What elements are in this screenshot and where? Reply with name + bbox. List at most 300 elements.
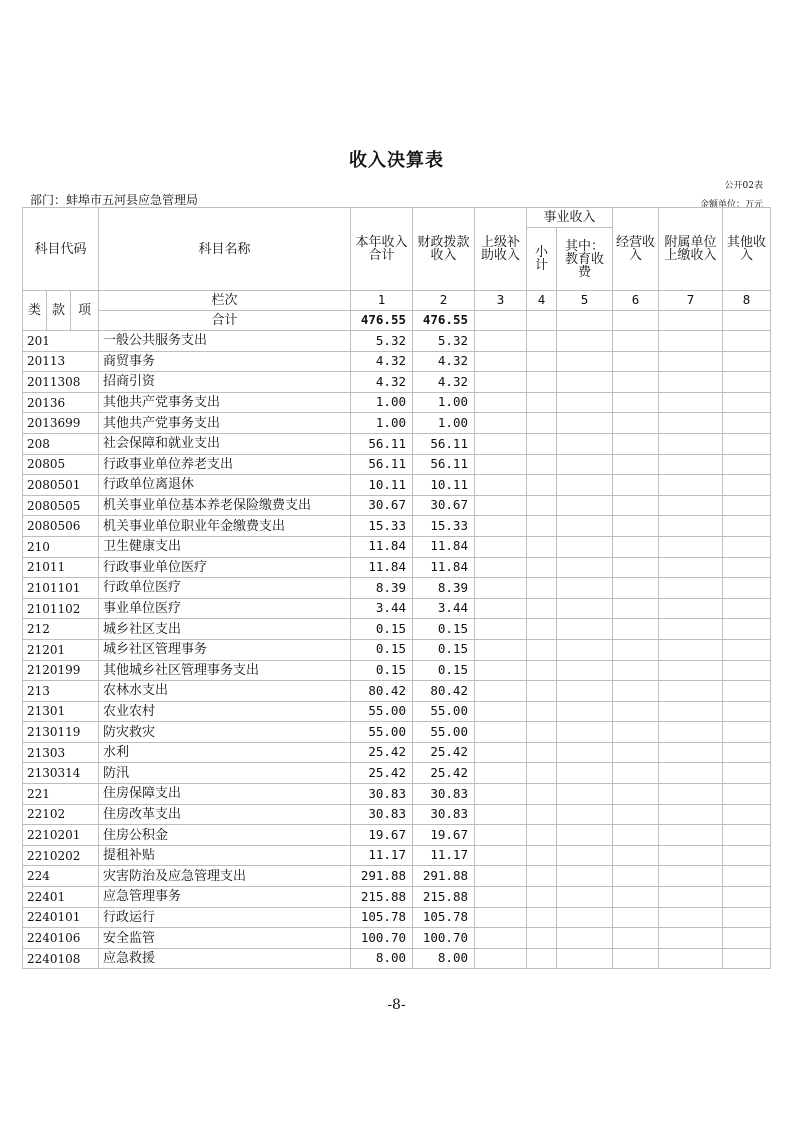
column-number: 8 [723, 291, 771, 311]
empty-cell [557, 742, 613, 763]
empty-cell [659, 516, 723, 537]
subject-name: 行政单位离退休 [99, 475, 351, 496]
empty-cell [659, 454, 723, 475]
empty-cell [723, 351, 771, 372]
header-name: 科目名称 [99, 208, 351, 291]
empty-cell [475, 928, 527, 949]
fiscal-income-value: 55.00 [413, 722, 475, 743]
empty-cell [557, 331, 613, 352]
subject-name: 城乡社区管理事务 [99, 639, 351, 660]
header-xiang: 项 [71, 291, 99, 331]
subject-code: 221 [23, 784, 99, 805]
subject-code: 2101102 [23, 598, 99, 619]
empty-cell [557, 701, 613, 722]
table-row [23, 536, 771, 557]
empty-cell [475, 948, 527, 969]
empty-cell [723, 433, 771, 454]
empty-cell [723, 475, 771, 496]
empty-cell [723, 845, 771, 866]
income-total-value: 291.88 [351, 866, 413, 887]
subject-name: 农业农村 [99, 701, 351, 722]
empty-cell [613, 825, 659, 846]
subject-code: 2120199 [23, 660, 99, 681]
empty-cell [527, 907, 557, 928]
page-title: 收入决算表 [349, 150, 444, 171]
subject-code: 21201 [23, 639, 99, 660]
subject-code: 20805 [23, 454, 99, 475]
empty-cell [475, 887, 527, 908]
empty-cell [723, 907, 771, 928]
empty-cell [613, 722, 659, 743]
subject-code: 2080506 [23, 516, 99, 537]
table-row [23, 681, 771, 702]
empty-cell [475, 804, 527, 825]
subject-name: 招商引资 [99, 372, 351, 393]
income-total-value: 55.00 [351, 722, 413, 743]
empty-cell [475, 639, 527, 660]
empty-cell [723, 804, 771, 825]
empty-cell [659, 928, 723, 949]
total-label: 合计 [99, 311, 351, 331]
subject-code: 21301 [23, 701, 99, 722]
empty-cell [557, 845, 613, 866]
empty-cell [557, 887, 613, 908]
table-row [23, 763, 771, 784]
empty-cell [613, 495, 659, 516]
empty-cell [527, 475, 557, 496]
table-row [23, 660, 771, 681]
empty-cell [723, 372, 771, 393]
table-row [23, 742, 771, 763]
empty-cell [659, 804, 723, 825]
subject-name: 事业单位医疗 [99, 598, 351, 619]
subject-name: 行政事业单位医疗 [99, 557, 351, 578]
subject-code: 210 [23, 536, 99, 557]
empty-cell [613, 681, 659, 702]
table-row [23, 784, 771, 805]
column-number: 2 [413, 291, 475, 311]
income-total-value: 5.32 [351, 331, 413, 352]
subject-name: 提租补贴 [99, 845, 351, 866]
income-total-value: 11.84 [351, 557, 413, 578]
subject-code: 208 [23, 433, 99, 454]
empty-cell [659, 681, 723, 702]
income-total-value: 25.42 [351, 742, 413, 763]
subject-name: 行政事业单位养老支出 [99, 454, 351, 475]
empty-cell [527, 372, 557, 393]
empty-cell [613, 948, 659, 969]
empty-cell [527, 495, 557, 516]
empty-cell [475, 701, 527, 722]
empty-cell [557, 948, 613, 969]
table-row [23, 887, 771, 908]
subject-code: 2210202 [23, 845, 99, 866]
page-number: -8- [387, 997, 406, 1013]
empty-cell [557, 351, 613, 372]
fiscal-income-value: 3.44 [413, 598, 475, 619]
empty-cell [613, 742, 659, 763]
subject-name: 其他共产党事务支出 [99, 392, 351, 413]
subject-code: 2130119 [23, 722, 99, 743]
empty-cell [659, 495, 723, 516]
empty-cell [723, 948, 771, 969]
subject-name: 其他城乡社区管理事务支出 [99, 660, 351, 681]
empty-cell [613, 804, 659, 825]
column-number: 3 [475, 291, 527, 311]
subject-code: 22102 [23, 804, 99, 825]
empty-cell [613, 433, 659, 454]
total-fiscal-value: 476.55 [413, 311, 475, 331]
subject-code: 21011 [23, 557, 99, 578]
income-total-value: 80.42 [351, 681, 413, 702]
table-row [23, 845, 771, 866]
empty-cell [527, 681, 557, 702]
table-row [23, 433, 771, 454]
subject-name: 社会保障和就业支出 [99, 433, 351, 454]
subject-name: 城乡社区支出 [99, 619, 351, 640]
subject-code: 212 [23, 619, 99, 640]
header-affiliated: 附属单位上缴收入 [659, 208, 723, 291]
empty-cell [527, 722, 557, 743]
income-total-value: 25.42 [351, 763, 413, 784]
subject-code: 2080501 [23, 475, 99, 496]
empty-cell [557, 804, 613, 825]
empty-cell [723, 454, 771, 475]
empty-cell [475, 742, 527, 763]
income-total-value: 4.32 [351, 351, 413, 372]
empty-cell [613, 907, 659, 928]
empty-cell [527, 598, 557, 619]
income-total-value: 10.11 [351, 475, 413, 496]
subject-name: 应急救援 [99, 948, 351, 969]
income-total-value: 11.84 [351, 536, 413, 557]
table-row [23, 392, 771, 413]
fiscal-income-value: 56.11 [413, 454, 475, 475]
table-row [23, 804, 771, 825]
fiscal-income-value: 25.42 [413, 763, 475, 784]
empty-cell [557, 372, 613, 393]
income-total-value: 100.70 [351, 928, 413, 949]
subject-name: 商贸事务 [99, 351, 351, 372]
empty-cell [557, 763, 613, 784]
fiscal-income-value: 30.83 [413, 784, 475, 805]
subject-name: 卫生健康支出 [99, 536, 351, 557]
empty-cell [475, 372, 527, 393]
empty-cell [659, 598, 723, 619]
empty-cell [723, 516, 771, 537]
empty-cell [613, 557, 659, 578]
empty-cell [613, 784, 659, 805]
subject-name: 农林水支出 [99, 681, 351, 702]
empty-cell [613, 331, 659, 352]
header-kuan: 款 [47, 291, 71, 331]
empty-cell [723, 578, 771, 599]
income-total-value: 30.83 [351, 784, 413, 805]
table-row [23, 331, 771, 352]
table-body [23, 331, 771, 969]
empty-cell [613, 763, 659, 784]
empty-cell [613, 701, 659, 722]
empty-cell [659, 948, 723, 969]
empty-cell [557, 557, 613, 578]
fiscal-income-value: 10.11 [413, 475, 475, 496]
table-row [23, 639, 771, 660]
subject-name: 住房改革支出 [99, 804, 351, 825]
empty-cell [723, 557, 771, 578]
empty-cell [527, 536, 557, 557]
empty-cell [723, 928, 771, 949]
empty-cell [557, 536, 613, 557]
empty-cell [659, 413, 723, 434]
empty-cell [659, 742, 723, 763]
fiscal-income-value: 1.00 [413, 392, 475, 413]
empty-cell [723, 701, 771, 722]
income-total-value: 15.33 [351, 516, 413, 537]
empty-cell [723, 866, 771, 887]
empty-cell [659, 660, 723, 681]
fiscal-income-value: 8.00 [413, 948, 475, 969]
subject-name: 住房保障支出 [99, 784, 351, 805]
empty-cell [723, 495, 771, 516]
empty-cell [475, 722, 527, 743]
empty-cell [613, 351, 659, 372]
empty-cell [723, 784, 771, 805]
empty-cell [659, 392, 723, 413]
income-total-value: 8.00 [351, 948, 413, 969]
fiscal-income-value: 5.32 [413, 331, 475, 352]
empty-cell [557, 681, 613, 702]
column-number: 4 [527, 291, 557, 311]
empty-cell [659, 331, 723, 352]
income-total-value: 215.88 [351, 887, 413, 908]
empty-cell [475, 351, 527, 372]
empty-cell [723, 722, 771, 743]
empty-cell [557, 413, 613, 434]
empty-cell [659, 825, 723, 846]
fiscal-income-value: 8.39 [413, 578, 475, 599]
header-operating: 经营收入 [613, 208, 659, 291]
subject-code: 20136 [23, 392, 99, 413]
total-income-value: 476.55 [351, 311, 413, 331]
empty-cell [723, 392, 771, 413]
empty-cell [659, 907, 723, 928]
empty-cell [659, 372, 723, 393]
empty-cell [613, 413, 659, 434]
subject-code: 213 [23, 681, 99, 702]
empty-cell [527, 331, 557, 352]
header-business: 事业收入 [527, 208, 613, 228]
empty-cell [527, 887, 557, 908]
fiscal-income-value: 56.11 [413, 433, 475, 454]
empty-cell [557, 516, 613, 537]
subject-code: 2011308 [23, 372, 99, 393]
income-total-value: 105.78 [351, 907, 413, 928]
subject-code: 2240101 [23, 907, 99, 928]
column-number: 1 [351, 291, 413, 311]
table-row [23, 598, 771, 619]
empty-cell [527, 948, 557, 969]
empty-cell [659, 701, 723, 722]
subject-name: 行政运行 [99, 907, 351, 928]
empty-cell [613, 516, 659, 537]
fiscal-income-value: 0.15 [413, 639, 475, 660]
column-number: 5 [557, 291, 613, 311]
table-row [23, 351, 771, 372]
empty-cell [475, 557, 527, 578]
empty-cell [659, 578, 723, 599]
empty-cell [557, 619, 613, 640]
subject-name: 住房公积金 [99, 825, 351, 846]
empty-cell [557, 578, 613, 599]
fiscal-income-value: 19.67 [413, 825, 475, 846]
subject-name: 机关事业单位基本养老保险缴费支出 [99, 495, 351, 516]
empty-cell [659, 351, 723, 372]
empty-cell [613, 475, 659, 496]
empty-cell [613, 392, 659, 413]
empty-cell [527, 392, 557, 413]
income-total-value: 56.11 [351, 433, 413, 454]
header-code: 科目代码 [23, 208, 99, 291]
empty-cell [475, 907, 527, 928]
empty-cell [475, 845, 527, 866]
empty-cell [659, 475, 723, 496]
empty-cell [527, 578, 557, 599]
subject-name: 行政单位医疗 [99, 578, 351, 599]
empty-cell [557, 392, 613, 413]
table-row [23, 495, 771, 516]
empty-cell [557, 866, 613, 887]
table-row [23, 701, 771, 722]
table-row [23, 454, 771, 475]
income-total-value: 55.00 [351, 701, 413, 722]
empty-cell [723, 598, 771, 619]
empty-cell [557, 907, 613, 928]
table-row [23, 722, 771, 743]
empty-cell [613, 866, 659, 887]
empty-cell [475, 866, 527, 887]
empty-cell [475, 413, 527, 434]
empty-cell [527, 516, 557, 537]
empty-cell [613, 845, 659, 866]
empty-cell [557, 454, 613, 475]
table-row [23, 578, 771, 599]
header-fiscal: 财政拨款收入 [413, 208, 475, 291]
empty-cell [475, 660, 527, 681]
empty-cell [659, 639, 723, 660]
fiscal-income-value: 100.70 [413, 928, 475, 949]
fiscal-income-value: 291.88 [413, 866, 475, 887]
empty-cell [723, 887, 771, 908]
income-total-value: 56.11 [351, 454, 413, 475]
empty-cell [475, 454, 527, 475]
empty-cell [613, 536, 659, 557]
fiscal-income-value: 105.78 [413, 907, 475, 928]
empty-cell [475, 578, 527, 599]
empty-cell [527, 660, 557, 681]
empty-cell [527, 742, 557, 763]
subject-code: 201 [23, 331, 99, 352]
empty-cell [557, 639, 613, 660]
header-business-subtotal: 小计 [527, 228, 557, 291]
subject-code: 21303 [23, 742, 99, 763]
income-total-value: 1.00 [351, 413, 413, 434]
fiscal-income-value: 25.42 [413, 742, 475, 763]
empty-cell [557, 660, 613, 681]
subject-code: 2240106 [23, 928, 99, 949]
fiscal-income-value: 4.32 [413, 351, 475, 372]
empty-cell [527, 619, 557, 640]
empty-cell [527, 701, 557, 722]
income-table [22, 207, 771, 969]
fiscal-income-value: 80.42 [413, 681, 475, 702]
empty-cell [659, 763, 723, 784]
subject-name: 灾害防治及应急管理支出 [99, 866, 351, 887]
empty-cell [527, 557, 557, 578]
income-total-value: 4.32 [351, 372, 413, 393]
empty-cell [659, 722, 723, 743]
table-row [23, 372, 771, 393]
header-cat: 类 [23, 291, 47, 331]
fiscal-income-value: 0.15 [413, 660, 475, 681]
empty-cell [557, 784, 613, 805]
fiscal-income-value: 15.33 [413, 516, 475, 537]
empty-cell [557, 598, 613, 619]
empty-cell [723, 639, 771, 660]
empty-cell [527, 845, 557, 866]
empty-cell [475, 433, 527, 454]
subject-name: 防汛 [99, 763, 351, 784]
subject-code: 2013699 [23, 413, 99, 434]
empty-cell [527, 763, 557, 784]
table-row [23, 825, 771, 846]
subject-name: 安全监管 [99, 928, 351, 949]
empty-cell [723, 331, 771, 352]
empty-cell [613, 639, 659, 660]
empty-cell [723, 825, 771, 846]
subject-code: 2240108 [23, 948, 99, 969]
subject-code: 2101101 [23, 578, 99, 599]
empty-cell [723, 742, 771, 763]
empty-cell [723, 413, 771, 434]
fiscal-income-value: 11.17 [413, 845, 475, 866]
column-number: 6 [613, 291, 659, 311]
empty-cell [613, 454, 659, 475]
empty-cell [659, 619, 723, 640]
empty-cell [723, 660, 771, 681]
table-row [23, 948, 771, 969]
empty-cell [659, 536, 723, 557]
fiscal-income-value: 11.84 [413, 557, 475, 578]
empty-cell [475, 516, 527, 537]
empty-cell [723, 619, 771, 640]
empty-cell [613, 887, 659, 908]
empty-cell [527, 413, 557, 434]
empty-cell [475, 825, 527, 846]
empty-cell [527, 639, 557, 660]
empty-cell [475, 392, 527, 413]
header-other: 其他收入 [723, 208, 771, 291]
department-label: 部门：蚌埠市五河县应急管理局 [30, 193, 199, 207]
empty-cell [613, 619, 659, 640]
empty-cell [475, 763, 527, 784]
empty-cell [527, 454, 557, 475]
table-row [23, 516, 771, 537]
fiscal-income-value: 215.88 [413, 887, 475, 908]
unit-label: 金额单位：万元 [699, 200, 763, 210]
subject-code: 22401 [23, 887, 99, 908]
empty-cell [527, 866, 557, 887]
empty-cell [527, 825, 557, 846]
